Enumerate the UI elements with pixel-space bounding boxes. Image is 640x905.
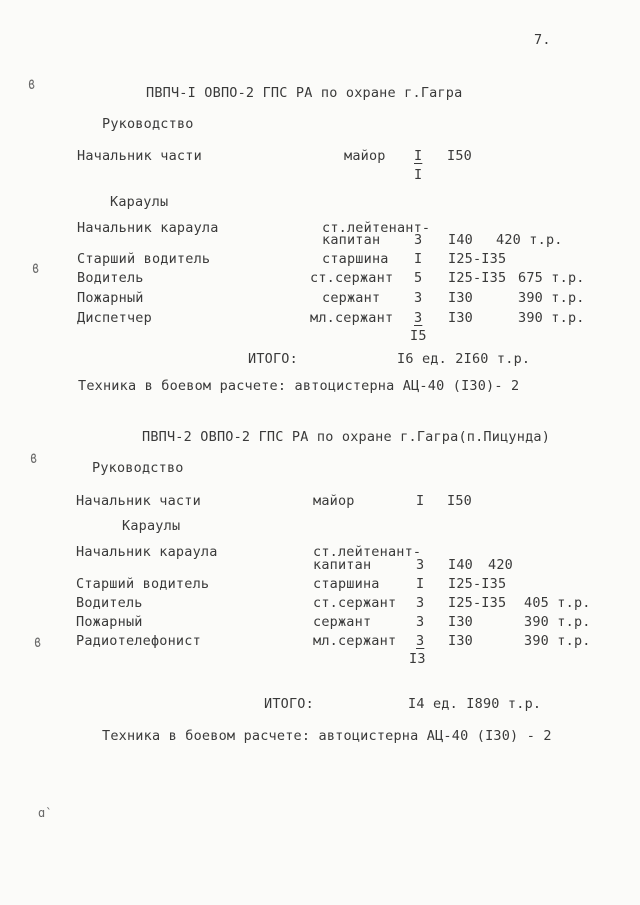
section-2-guard-heading: Караулы [122, 518, 181, 534]
s2-row-total: 390 т.р. [524, 614, 591, 630]
s1-row-rank: сержант [322, 290, 381, 306]
s2-row-role: Старший водитель [76, 576, 210, 592]
s1-row-role: Пожарный [77, 290, 144, 306]
s2-row-salary: I30 [448, 614, 473, 630]
s1-row-total: 675 т.р. [518, 270, 585, 286]
s2-row-rank: сержант [313, 614, 372, 630]
s1-row-total: 390 т.р. [518, 290, 585, 306]
section-2-chief-rank: майор [313, 493, 355, 509]
s2-row-rank: мл.сержант [313, 633, 397, 649]
section-1-chief-count: I [414, 148, 423, 164]
section-1-equipment: Техника в боевом расчете: автоцистерна АЦ-40 (I30)- 2 [78, 378, 520, 394]
margin-mark: ϐ [32, 262, 40, 276]
section-1-chief-role: Начальник части [77, 148, 202, 164]
s2-row-total: 405 т.р. [524, 595, 591, 611]
s2-row-salary: I30 [448, 633, 473, 649]
section-2-count-sum: I3 [409, 651, 426, 667]
section-1-count-sum: I5 [410, 328, 427, 344]
s1-row-rank: ст.лейтенант- [322, 220, 431, 236]
section-2-chief-salary: I50 [447, 493, 472, 509]
s1-row-total: 390 т.р. [518, 310, 585, 326]
s2-row-salary: I40 [448, 557, 473, 573]
s2-row-rank: старшина [313, 576, 380, 592]
s2-row-count: 3 [416, 633, 425, 649]
s1-row-rank: ст.сержант [310, 270, 394, 286]
s1-row-count: 5 [414, 270, 423, 286]
s1-row-rank: старшина [322, 251, 389, 267]
s1-row-count: 3 [414, 232, 423, 248]
s2-row-count: 3 [416, 595, 425, 611]
s1-row-role: Старший водитель [77, 251, 211, 267]
margin-mark: ϐ [28, 78, 36, 92]
margin-mark: ϐ [30, 452, 38, 466]
s2-row-count: I [416, 576, 425, 592]
s1-row-salary: I25-I35 [448, 270, 507, 286]
s2-row-total: 390 т.р. [524, 633, 591, 649]
s1-row-role: Водитель [77, 270, 144, 286]
s1-row-count: 3 [414, 310, 423, 326]
section-1-chief-salary: I50 [447, 148, 472, 164]
s2-row-total: 420 [488, 557, 513, 573]
s2-row-rank: ст.сержант [313, 595, 397, 611]
s2-row-role: Пожарный [76, 614, 143, 630]
section-1-chief-sum: I [414, 167, 423, 183]
section-1-total-label: ИТОГО: [248, 351, 298, 367]
s1-row-total: 420 т.р. [496, 232, 563, 248]
section-1-leadership-heading: Руководство [102, 116, 194, 132]
section-2-chief-role: Начальник части [76, 493, 201, 509]
s1-row-rank: капитан [322, 232, 381, 248]
s1-row-salary: I30 [448, 290, 473, 306]
s1-row-count: 3 [414, 290, 423, 306]
s1-row-role: Диспетчер [77, 310, 152, 326]
s2-row-role: Начальник караула [76, 544, 218, 560]
section-2-title: ПВПЧ-2 ОВПО-2 ГПС РА по охране г.Гагра(п.Пицунда) [142, 429, 551, 445]
section-2-leadership-heading: Руководство [92, 460, 184, 476]
s2-row-rank: ст.лейтенант- [313, 544, 422, 560]
section-2-total-label: ИТОГО: [264, 696, 314, 712]
s2-row-salary: I25-I35 [448, 595, 507, 611]
s1-row-salary: I30 [448, 310, 473, 326]
section-1-title: ПВПЧ-I ОВПО-2 ГПС РА по охране г.Гагра [146, 85, 463, 101]
s1-row-rank: мл.сержант [310, 310, 394, 326]
s1-row-salary: I25-I35 [448, 251, 507, 267]
section-1-guard-heading: Караулы [110, 194, 169, 210]
s1-row-role: Начальник караула [77, 220, 219, 236]
s2-row-count: 3 [416, 557, 425, 573]
s2-row-role: Радиотелефонист [76, 633, 201, 649]
s2-row-count: 3 [416, 614, 425, 630]
s2-row-role: Водитель [76, 595, 143, 611]
s2-row-salary: I25-I35 [448, 576, 507, 592]
s2-row-rank: капитан [313, 557, 372, 573]
page-number: 7. [534, 32, 551, 48]
section-2-total-value: I4 ед. I890 т.р. [408, 696, 542, 712]
section-1-total-value: I6 ед. 2I60 т.р. [397, 351, 531, 367]
section-2-equipment: Техника в боевом расчете: автоцистерна АЦ-40 (I30) - 2 [102, 728, 552, 744]
section-2-chief-count: I [416, 493, 425, 509]
s1-row-count: I [414, 251, 423, 267]
margin-mark: ϐ [34, 636, 42, 650]
section-1-chief-rank: майор [344, 148, 386, 164]
stray-mark: ɑ` [38, 806, 53, 820]
s1-row-salary: I40 [448, 232, 473, 248]
